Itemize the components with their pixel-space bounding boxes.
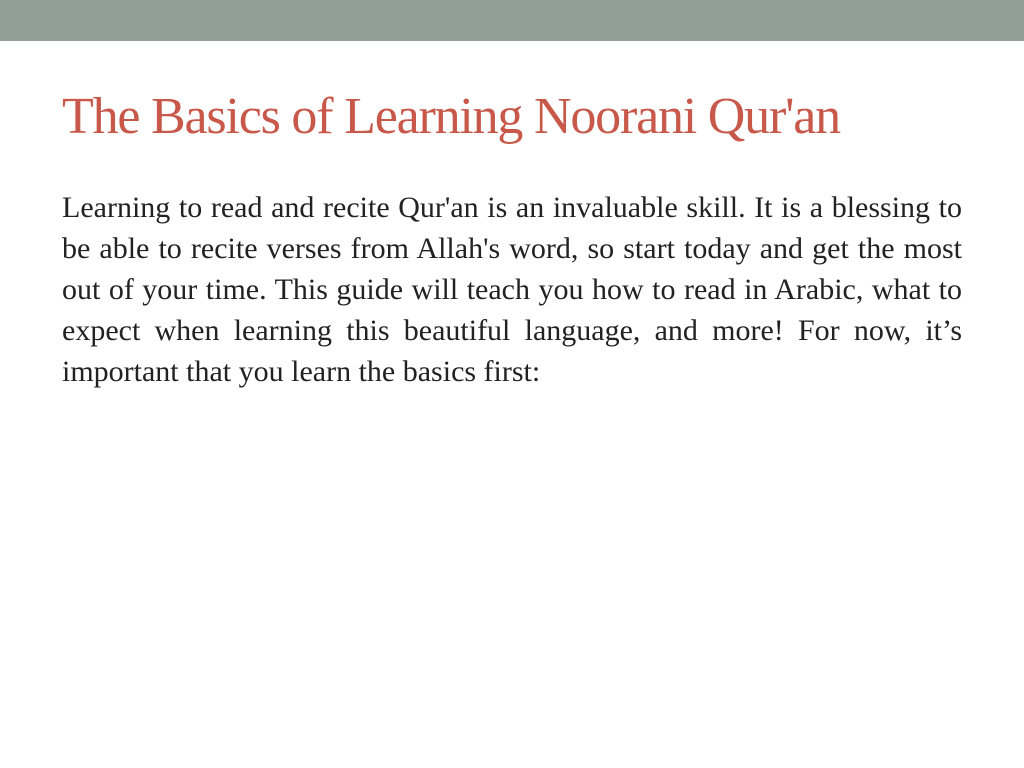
slide-title: The Basics of Learning Noorani Qur'an — [62, 88, 840, 145]
slide-body-text: Learning to read and recite Qur'an is an invaluable skill. It is a blessing to be able to recite verses from Allah's word, so start today and get the most out of your time. This guide will teach you how to read in Arabic, what to expect when learning this beautiful language, and more! For now, it’s important that you learn the basics first: — [62, 191, 962, 388]
top-accent-bar — [0, 0, 1024, 41]
